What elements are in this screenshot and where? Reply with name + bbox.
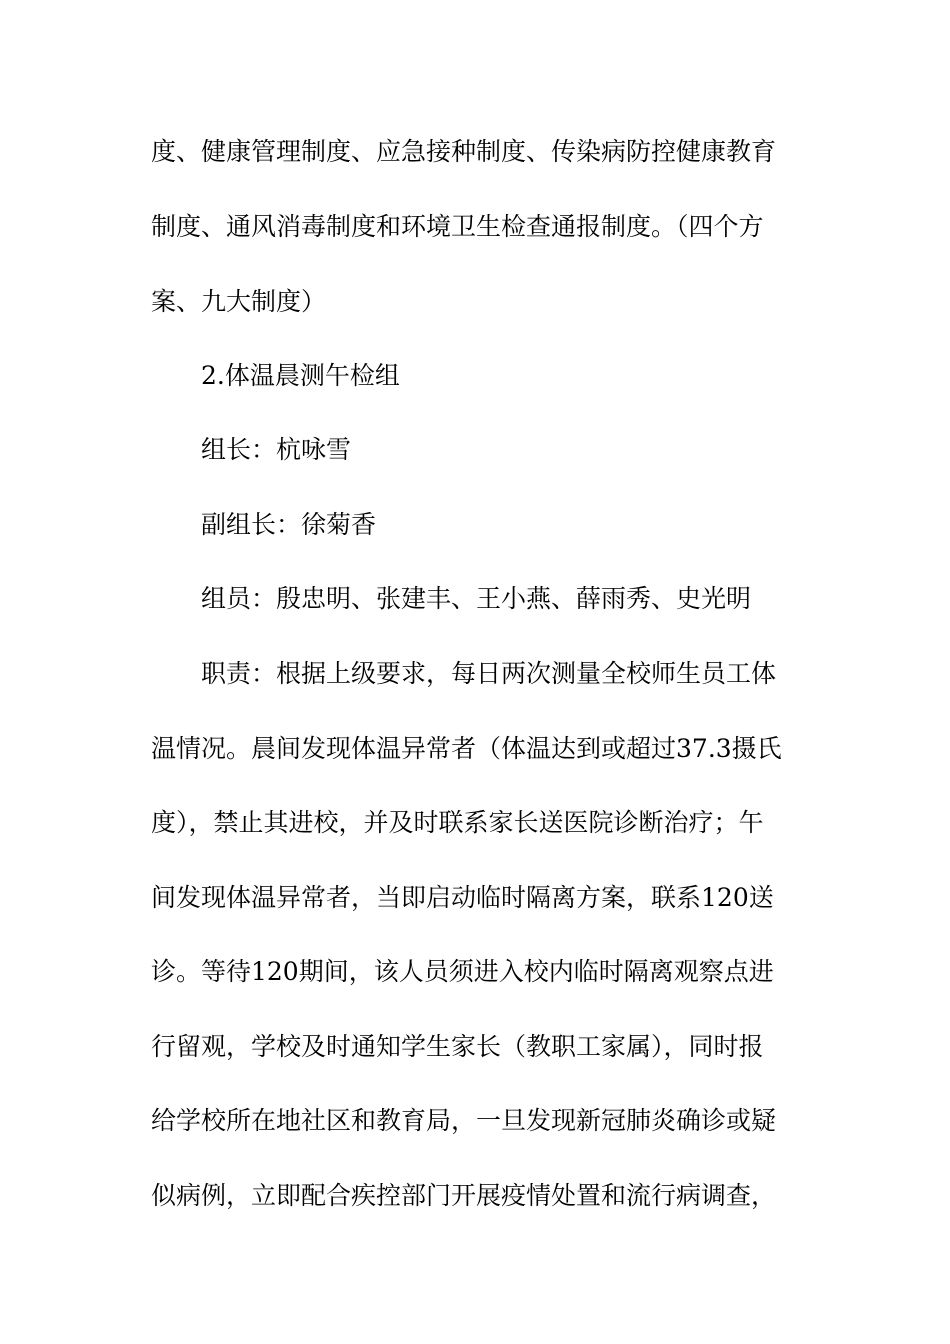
group-members: 组员：殷忠明、张建丰、王小燕、薛雨秀、史光明 xyxy=(201,584,752,613)
body-text-line: 似病例，立即配合疾控部门开展疫情处置和流行病调查， xyxy=(151,1181,777,1210)
section-heading: 2.体温晨测午检组 xyxy=(201,361,400,390)
deputy-group-leader: 副组长：徐菊香 xyxy=(201,510,377,539)
duties-paragraph-start: 职责：根据上级要求，每日两次测量全校师生员工体 xyxy=(201,659,777,688)
body-text-line: 案、九大制度） xyxy=(151,287,327,316)
body-text-line: 给学校所在地社区和教育局，一旦发现新冠肺炎确诊或疑 xyxy=(151,1106,777,1135)
body-text-line: 行留观，学校及时通知学生家长（教职工家属），同时报 xyxy=(151,1032,764,1061)
group-leader: 组长：杭咏雪 xyxy=(201,435,352,464)
body-text-line: 间发现体温异常者，当即启动临时隔离方案，联系120送 xyxy=(151,883,774,912)
body-text-line: 诊。等待120期间，该人员须进入校内临时隔离观察点进 xyxy=(151,957,774,986)
body-text-line: 度），禁止其进校，并及时联系家长送医院诊断治疗；午 xyxy=(151,808,764,837)
body-text-line: 温情况。晨间发现体温异常者（体温达到或超过37.3摄氏 xyxy=(151,734,782,763)
body-text-line: 制度、通风消毒制度和环境卫生检查通报制度。（四个方 xyxy=(151,212,764,241)
body-text-line: 度、健康管理制度、应急接种制度、传染病防控健康教育 xyxy=(151,137,777,166)
